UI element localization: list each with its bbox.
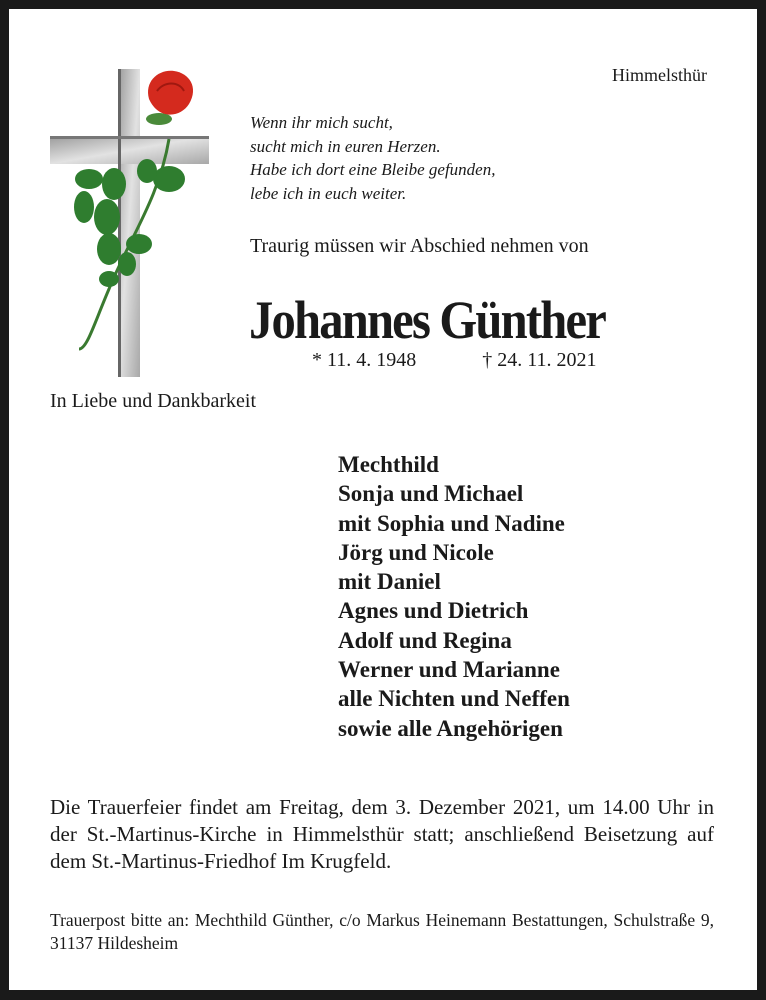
cross-with-rose-icon (49, 59, 224, 384)
poem-line: sucht mich in euren Herzen. (250, 136, 441, 156)
poem-line: Wenn ihr mich sucht, (250, 113, 393, 132)
family-member: mit Sophia und Nadine (338, 510, 565, 536)
rose-icon (146, 71, 193, 125)
mail-address: Trauerpost bitte an: Mechthild Günther, c/o Markus Heinemann Bestattungen, Schulstraße 9, 31137 Hildesheim (50, 910, 714, 953)
family-member: Sonja und Michael (338, 481, 524, 507)
service-info: Die Trauerfeier findet am Freitag, dem 3. Dezember 2021, um 14.00 Uhr in der St.-Martinus-Kirche in Himmelsthür statt; anschließend Beisetzung auf dem St.-Martinus-Friedhof Im Krugfeld. (50, 795, 714, 873)
family-member: Mechthild (338, 452, 439, 477)
family-member: Adolf und Regina (338, 627, 512, 653)
death-date: † 24. 11. 2021 (482, 349, 597, 371)
poem-line: Habe ich dort eine Bleibe gefunden, (250, 160, 496, 179)
life-dates (312, 349, 597, 372)
family-member: Jörg und Nicole (338, 539, 494, 565)
cross-icon (50, 69, 209, 377)
family-member: Werner und Marianne (338, 657, 560, 683)
family-member: alle Nichten und Neffen (338, 686, 570, 712)
place-name: Himmelsthür (612, 65, 707, 85)
poem (250, 111, 495, 205)
family-member: mit Daniel (338, 569, 441, 595)
family-member: sowie alle Angehörigen (338, 715, 563, 741)
closing-text: In Liebe und Dankbarkeit (50, 390, 257, 412)
obituary-card (9, 9, 757, 990)
birth-date: * 11. 4. 1948 (312, 349, 417, 371)
family-member: Agnes und Dietrich (338, 598, 529, 624)
intro-text: Traurig müssen wir Abschied nehmen von (250, 235, 589, 257)
deceased-name: Johannes Günther (249, 290, 606, 350)
poem-line: lebe ich in euch weiter. (250, 183, 407, 203)
family-list (338, 450, 570, 743)
